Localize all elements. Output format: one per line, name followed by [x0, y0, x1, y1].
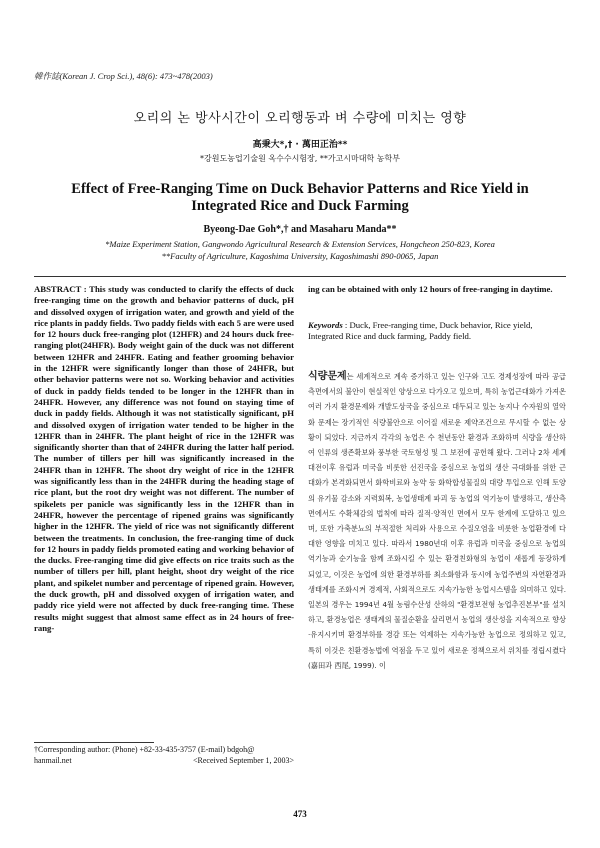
header-rule — [34, 276, 566, 277]
korean-affiliations: *강원도농업기술원 옥수수시험장, **가고시마대학 농학부 — [200, 154, 400, 163]
affiliation-2: **Faculty of Agriculture, Kagoshima University, Kagoshimashi 890-0065, Japan — [161, 251, 439, 261]
korean-authors: 高秉大*,† · 萬田正治** — [252, 140, 348, 150]
footnote-rule — [34, 742, 154, 743]
footnote-received-date: <Received September 1, 2003> — [193, 756, 294, 765]
introduction-lead: 식량문제 — [308, 371, 347, 382]
page-number: 473 — [293, 809, 307, 819]
journal-citation: 韓作誌(Korean J. Crop Sci.), 48(6): 473~478(2003) — [34, 71, 213, 81]
english-title: Effect of Free-Ranging Time on Duck Behavior Patterns and Rice Yield in Integrated Rice and Duck Farming — [71, 181, 529, 214]
english-affiliations — [20, 238, 580, 262]
footnote-corresponding-author: †Corresponding author: (Phone) +82-33-435-3757 (E-mail) bdgoh@ — [34, 745, 255, 754]
keywords-text: : Duck, Free-ranging time, Duck behavior, Rice yield, Integrated Rice and duck farming, Paddy field. — [308, 320, 533, 342]
footnote-email-domain: hanmail.net — [34, 756, 72, 765]
introduction-body: 는 세계적으로 계속 증가하고 있는 인구와 고도 경제성장에 따라 공급측면에서의 불안이 현실적인 양상으로 다가오고 있으며, 특히 농업근대화가 가져온 여러 가지 환경문제와 개발도상국을 중심으로 대두되고 있는 농지나 수자원의 열악화 문제는 장기적인 식량불안으로 이어질 새로운 제약조건으로 무시할 수 없는 상황이 되었다. 지금까지 각각의 농업은 수 천년동안 환경과 조화하며 식량을 생산하여 인류의 생존확보와 풍부한 국토형성 및 그 보전에 공헌해 왔다. 그러나 2차 세계대전이후 유럽과 미국을 비롯한 선진국을 중심으로 농업의 생산 극대화를 위한 근대화가 본격화되면서 화학비료와 농약 등 화학합성물질의 대량 투입으로 인해 토양의 유기물 감소와 지력회복, 농업생태계 파괴 등 농업의 역기능이 발생하고, 생산측면에서도 수확체감의 법칙에 따라 질적·양적인 면에서 모두 한계에 도달하고 있으며, 또한 가축분뇨의 부적절한 처리와 사용으로 수질오염을 비롯한 농업환경에 다대한 영향을 미치고 있다. 따라서 1980년대 이후 유럽과 미국을 중심으로 농업의 역기능과 순기능을 함께 조화시킬 수 있는 환경친화형의 농업이 새롭게 등장하게 되었고, 이것은 농업에 의한 환경부하를 최소화함과 동시에 농업주변의 자연환경과 생태계를 조화시켜 경제적, 사회적으로도 지속가능한 농업시스템을 의미하고 있다. 일본의 경우는 1994년 4월 농림수산성 산하의 "환경보전형 농업추진본부"를 설치하고, 환경농업은 생태계의 물질순환을 살리면서 농업의 생산성을 지속적으로 향상·유지시키며 환경부하를 경감 또는 억제하는 지속가능한 농업으로 정의하고 있고, 특히 이것은 친환경농법에 역점을 두고 있어 새로운 정책으로서 위치를 정립시켰다(嘉田과 西尾, 1999). 이 — [308, 372, 566, 670]
abstract-continuation: ing can be obtained with only 12 hours of free-ranging in daytime. — [308, 284, 553, 294]
korean-title: 오리의 논 방사시간이 오리행동과 벼 수량에 미치는 영향 — [133, 111, 467, 126]
keywords — [308, 320, 566, 343]
keywords-label: Keywords — [308, 320, 343, 330]
introduction-text — [308, 369, 566, 673]
abstract-left-column: ABSTRACT : This study was conducted to clarify the effects of duck free-ranging time on the growth and behavior patterns of duck, pH and dissolved oxygen of irrigation water, and growth and yield of the rice plants in paddy fields. Two paddy fields with each 5 are were used for 12 hours duck free-ranging plot (12HFR) and 24 hours duck free-ranging plot(24HFR). Body weight gain of the duck was not different between 12HFR and 24HFR. Eating and feather grooming behavior in the 12HFR were significantly longer than those of 24HFR, but other behavior patterns were not so. Working behavior and activities of duck in paddy fields tended to be longer in the 12HFR than in 24HFR. However, any difference was not found on staying time of duck in paddy fields. Although it was not statistically significant, pH and dissolved oxygen of irrigation water tended to be higher in the 12HFR than in 24HFR. The plant height of rice in the 12HFR was significantly shorter than that of 24HFR during the latter half period. The number of tillers per hill was significantly increased in the 24HFR than in 12HFR. The shoot dry weight of rice in the 12HFR was significantly less than in the 24HFR during the heading stage of rice plant, but the root dry weight was not different. The number of spikelets per panicle was significantly less in the 12HFR than in 24HFR, however the percentage of ripened grains was significantly higher in the 12HFR. The yield of rice was not significantly different between the treatments. In conclusion, the free-ranging time of duck for 12 hours in paddy fields promoted eating and working behavior of the ducks. Free-ranging time did give effects on rice traits such as the number of tillers per hill, plant height, shoot dry weight of the rice plant, and spikelet number and percentage of ripened grain. However, the duck growth, pH and dissolved oxygen of irrigation water, and paddy rice yield were not affected by duck free-ranging time. These results might suggest that almost same effect as in 24 hours of free-rang- — [34, 284, 295, 633]
english-authors: Byeong-Dae Goh*,† and Masaharu Manda** — [203, 224, 397, 235]
affiliation-1: *Maize Experiment Station, Gangwondo Agricultural Research & Extension Services, Hongcheon 250-823, Korea — [105, 239, 495, 249]
footnote — [34, 744, 294, 766]
